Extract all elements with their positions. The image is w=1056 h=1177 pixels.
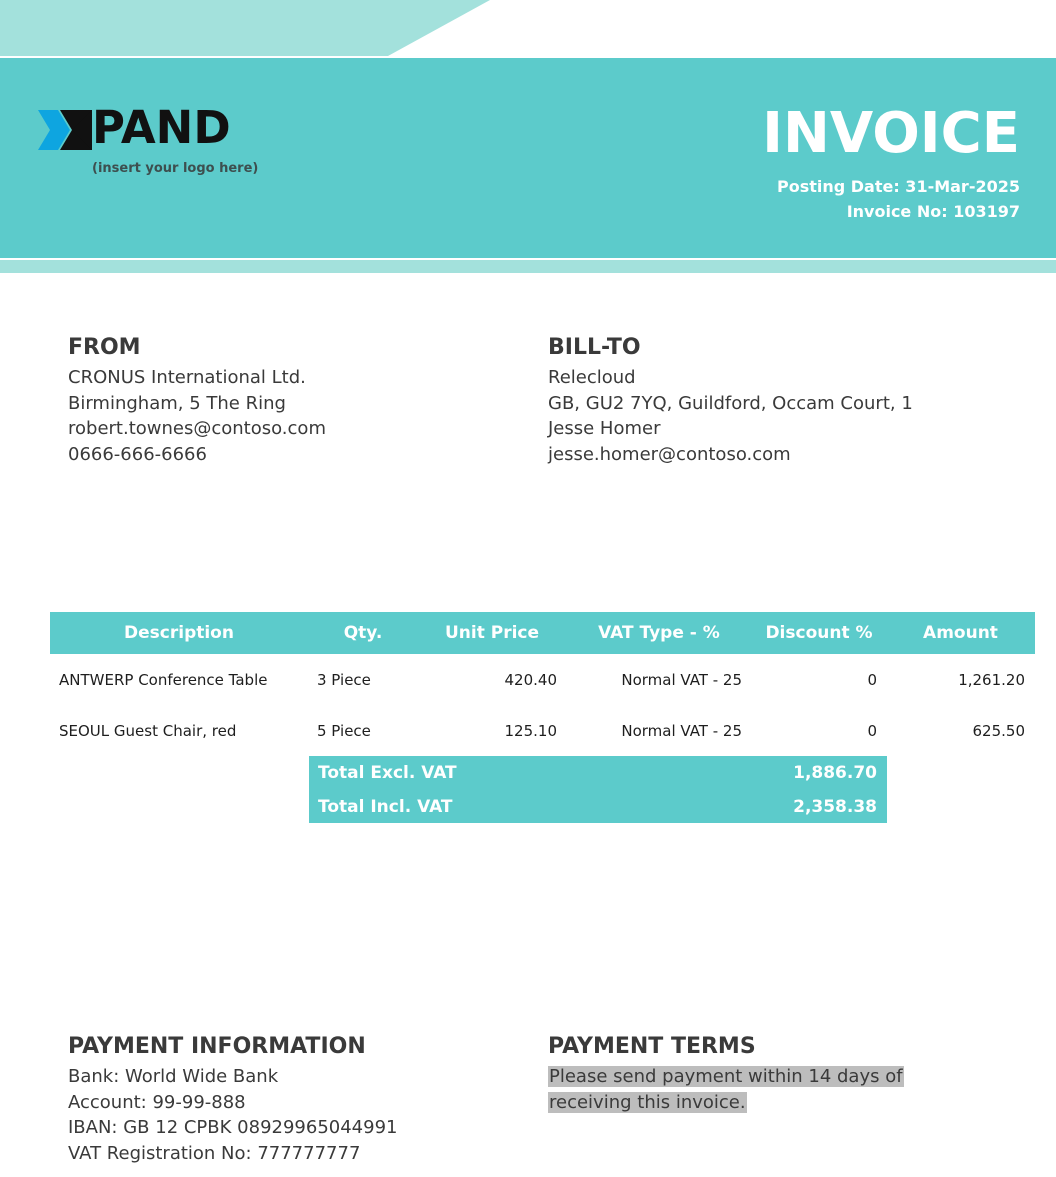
cell-description: ANTWERP Conference Table: [59, 671, 268, 689]
payment-info-line: VAT Registration No: 777777777: [68, 1142, 361, 1164]
col-discount: Discount %: [765, 623, 873, 643]
table-row: [50, 665, 1035, 695]
from-title: FROM: [68, 335, 141, 360]
table-row: [50, 716, 1035, 746]
cell-unit-price: 420.40: [504, 671, 557, 689]
cell-discount: 0: [867, 722, 877, 740]
from-line: robert.townes@contoso.com: [68, 418, 326, 439]
col-description: Description: [124, 623, 234, 643]
header-accent-tab: [0, 0, 490, 56]
logo-wordmark: PAND: [92, 101, 231, 154]
header-divider-strip: [0, 260, 1056, 273]
payment-terms-line: receiving this invoice.: [549, 1091, 746, 1113]
payment-info-line: Bank: World Wide Bank: [68, 1066, 279, 1087]
col-amount: Amount: [923, 623, 998, 643]
posting-date: Posting Date: 31-Mar-2025: [776, 177, 1020, 196]
bill-to-address-block: [548, 365, 913, 467]
col-qty: Qty.: [343, 623, 383, 643]
cell-vat-type: Normal VAT - 25: [621, 671, 742, 689]
payment-info-line: IBAN: GB 12 CPBK 08929965044991: [68, 1117, 398, 1138]
invoice-number: Invoice No: 103197: [846, 202, 1020, 221]
cell-vat-type: Normal VAT - 25: [621, 722, 742, 740]
total-incl-vat-label: Total Incl. VAT: [318, 797, 453, 817]
totals-box: [309, 756, 887, 823]
total-excl-vat-value: 1,886.70: [793, 763, 877, 783]
bill-to-line: Relecloud: [548, 367, 636, 388]
payment-terms-block: [548, 1064, 904, 1115]
cell-description: SEOUL Guest Chair, red: [59, 722, 237, 740]
document-title: INVOICE: [762, 101, 1020, 166]
col-unit-price: Unit Price: [444, 623, 540, 643]
logo-caption: (insert your logo here): [92, 161, 259, 176]
bill-to-title: BILL-TO: [548, 335, 641, 360]
from-line: CRONUS International Ltd.: [68, 367, 306, 388]
bill-to-line: Jesse Homer: [548, 418, 661, 439]
cell-qty: 3 Piece: [317, 671, 371, 689]
line-items-header: [50, 612, 1035, 654]
cell-qty: 5 Piece: [317, 722, 371, 740]
total-incl-vat-value: 2,358.38: [793, 797, 877, 817]
cell-discount: 0: [867, 671, 877, 689]
bill-to-line: GB, GU2 7YQ, Guildford, Occam Court, 1: [548, 392, 913, 414]
chevron-arrow-icon: [38, 108, 92, 152]
cell-amount: 1,261.20: [958, 671, 1025, 689]
from-line: Birmingham, 5 The Ring: [68, 392, 286, 414]
col-vat-type: VAT Type - %: [598, 623, 720, 643]
payment-info-line: Account: 99-99-888: [68, 1091, 246, 1113]
cell-unit-price: 125.10: [504, 722, 557, 740]
from-line: 0666-666-6666: [68, 443, 207, 465]
cell-amount: 625.50: [972, 722, 1025, 740]
payment-info-block: [68, 1064, 398, 1166]
payment-info-title: PAYMENT INFORMATION: [68, 1034, 366, 1059]
payment-terms-title: PAYMENT TERMS: [548, 1034, 756, 1059]
total-incl-vat-row: [309, 790, 887, 824]
bill-to-line: jesse.homer@contoso.com: [548, 443, 791, 465]
payment-terms-line: Please send payment within 14 days of: [549, 1066, 903, 1087]
from-address-block: [68, 365, 326, 467]
total-excl-vat-label: Total Excl. VAT: [318, 763, 457, 783]
total-excl-vat-row: [309, 756, 887, 790]
